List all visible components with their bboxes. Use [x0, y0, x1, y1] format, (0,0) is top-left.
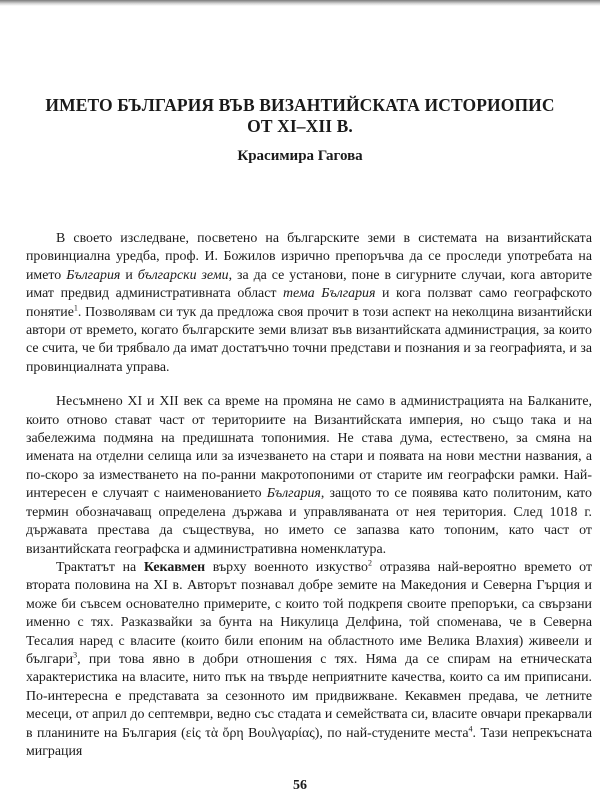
- text-run: . Тази непрекъсната миграция: [26, 725, 592, 759]
- footnote-marker: 4: [468, 723, 473, 733]
- italic-term: български земи: [137, 267, 229, 283]
- body-paragraph: [26, 559, 592, 761]
- text-run: Трактатът на: [56, 559, 144, 575]
- page-number: 56: [293, 778, 307, 793]
- text-run: отразява най-вероятно времето от втората половина на XI в. Авторът познавал добре земите на Македония и Северна Гърция и може би съвсем основателно примерите, с които той подкрепя своите препоръки, са свързани именно с тях. Разказвайки за бунта на Никулица Делфина, той споменава, че в Северна Тесалия наред с власите (които били епоним на областното име Велика Влахия) живеели и българи: [26, 559, 593, 667]
- text-run: и кога ползват само географското понятие: [26, 286, 592, 320]
- article-title-line-1: ИМЕТО БЪЛГАРИЯ ВЪВ ВИЗАНТИЙСКАТА ИСТОРИОПИС: [45, 95, 555, 115]
- footnote-marker: 2: [367, 558, 372, 568]
- footnote-marker: 3: [73, 650, 78, 660]
- text-run: Несъмнено XI и XII век са време на промяна не само в администрацията на Балканите, които отново стават част от териториите на Византийската империя, но също така и на забележима подмяна на предишната топонимия. Не става дума, естествено, за смяна на имената на отделни селища или за изчезването на стари и появата на нови местни названия, а по-скоро за изместването на по-ранни макротопоними от старите им географски рамки. Най-интересен е случаят с наименованието: [26, 394, 592, 502]
- text-run: върху военното изкуство: [205, 559, 368, 575]
- text-run: . Позволявам си тук да предложа своя прочит в този аспект на неколцина византийски автори от времето, когато българските земи влизат във византийската администрация, за които се счита, че би трябвало да имат достатъчно точни представи и познания и за географията, и за провинциалната управа.: [26, 304, 592, 375]
- author-name: Кекавмен: [143, 559, 206, 575]
- footnote-marker: 1: [73, 303, 78, 312]
- body-paragraph: [26, 393, 592, 559]
- text-run: , защото то се появява като политоним, като термин обозначаващ определена държава и управляваната от нея територия. След 1018 г. държавата престава да съществува, но името се запазва като топоним, като част от византийската географска и административна номенклатура.: [26, 486, 592, 557]
- text-run: и: [120, 267, 138, 283]
- italic-term: България: [266, 486, 321, 502]
- italic-term: България: [66, 267, 121, 283]
- text-run: , при това явно в добри отношения с тях. Няма да се спирам на етническата характеристика на власите, нито пък на твърде неприятните качества, които са им приписани. По-интересна е представата за сезонното им придвижване. Кекавмен предава, че летните месеци, от април до септември, ведно със стадата и семействата си, власите овчари прекарвали в планините на България (εἰς τὰ ὄρη Βουλγαρίας), по най-студените места: [26, 651, 592, 741]
- body-paragraph: [26, 230, 592, 377]
- article-body: [26, 230, 592, 761]
- article-title-line-2: ОТ XI–XII В.: [247, 116, 353, 136]
- italic-term: тема България: [283, 286, 376, 302]
- article-author: Красимира Гагова: [237, 148, 363, 164]
- text-run: В своето изследване, посветено на българските земи в системата на византийската провинциална уредба, проф. И. Божилов изрично препоръчва да се проследи употребата на името: [26, 231, 592, 283]
- text-run: , за да се установи, поне в сигурните случаи, кога авторите имат предвид административната област: [26, 267, 592, 302]
